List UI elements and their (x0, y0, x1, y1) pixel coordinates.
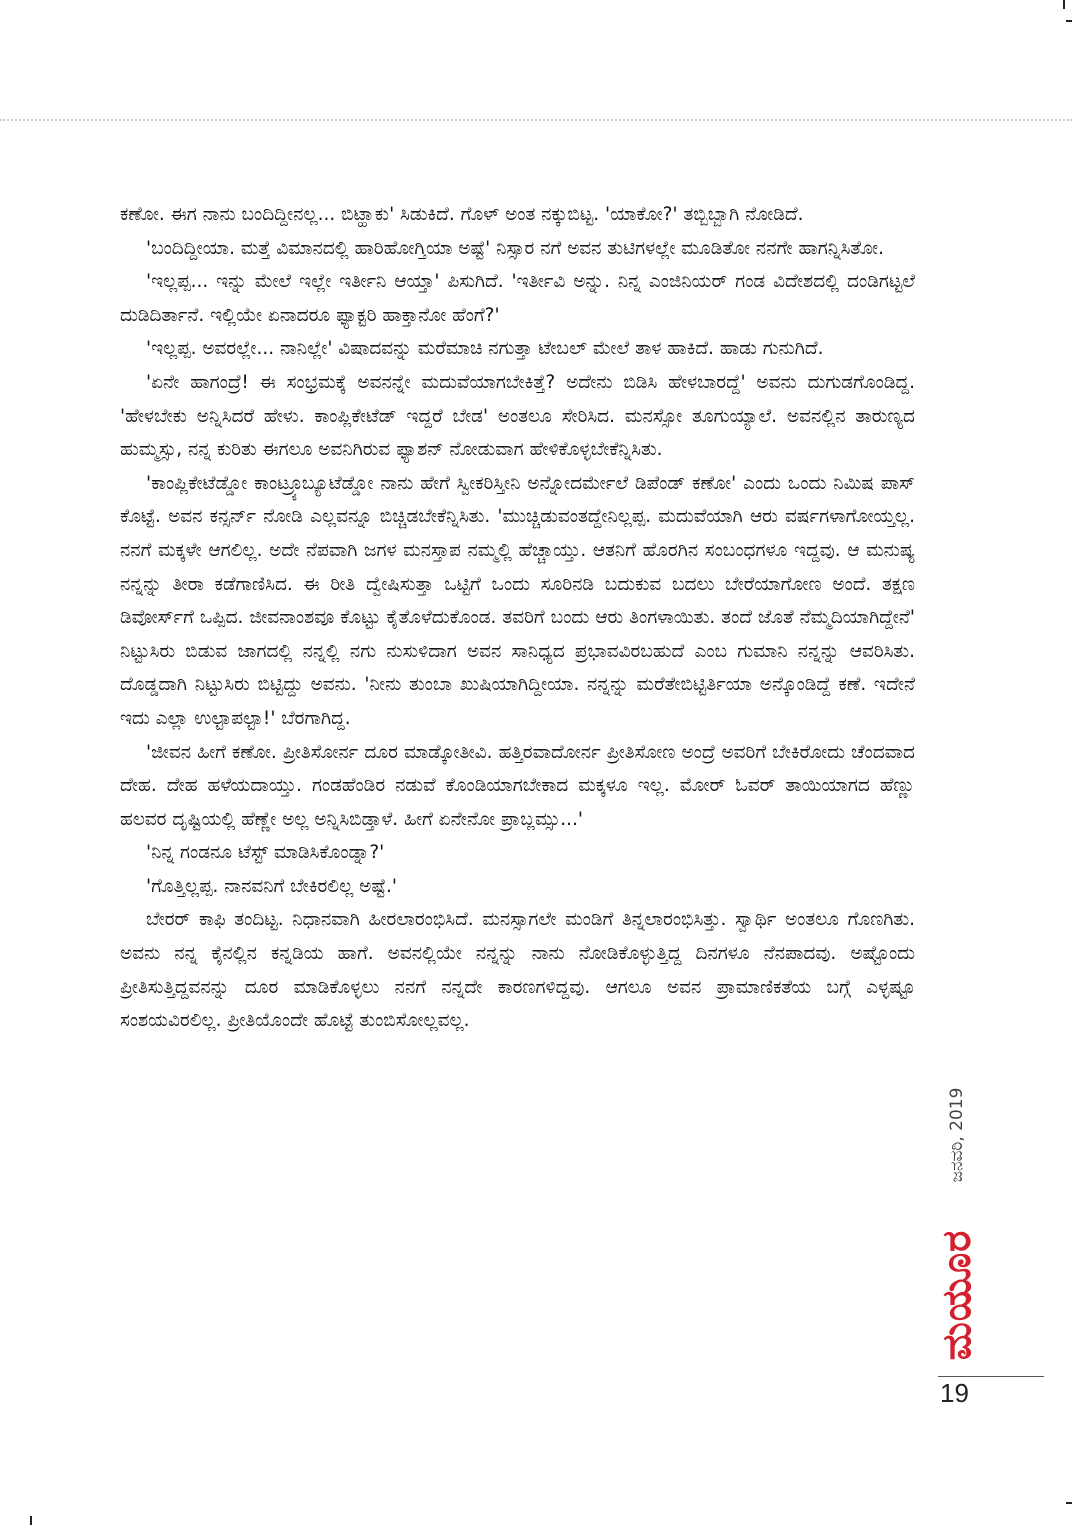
paragraph: 'ಏನೇ ಹಾಗಂದ್ರೆ! ಈ ಸಂಭ್ರಮಕ್ಕೆ ಅವನನ್ನೇ ಮದುವೆಯಾಗಬೇಕಿತ್ತೆ? ಅದೇನು ಬಿಡಿಸಿ ಹೇಳಬಾರದ್ದೆ' ಅವನು ದುಗುಡಗೊಂಡಿದ್ದ. 'ಹೇಳಬೇಕು ಅನ್ನಿಸಿದರೆ ಹೇಳು. ಕಾಂಪ್ಲಿಕೇಟೆಡ್ ಇದ್ದರೆ ಬೇಡ' ಅಂತಲೂ ಸೇರಿಸಿದ. ಮನಸ್ಸೋ ತೂಗುಯ್ಯಾಲೆ. ಅವನಲ್ಲಿನ ತಾರುಣ್ಯದ ಹುಮ್ಮಸ್ಸು, ನನ್ನ ಕುರಿತು ಈಗಲೂ ಅವನಿಗಿರುವ ಫ್ಯಾಶನ್ ನೋಡುವಾಗ ಹೇಳಿಕೊಳ್ಳಬೇಕೆನ್ನಿಸಿತು. (120, 371, 915, 461)
header-dotted-rule (0, 119, 1072, 121)
paragraph: 'ಬಂದಿದ್ದೀಯಾ. ಮತ್ತೆ ವಿಮಾನದಲ್ಲಿ ಹಾರಿಹೋಗ್ತಿಯಾ ಅಷ್ಟೆ' ನಿಸ್ಸಾರ ನಗೆ ಅವನ ತುಟಿಗಳಲ್ಲೇ ಮೂಡಿತೋ ನನಗೇ ಹಾಗನ್ನಿಸಿತೋ. (146, 237, 884, 259)
paragraph: ಬೇರರ್ ಕಾಫಿ ತಂದಿಟ್ಟ. ನಿಧಾನವಾಗಿ ಹೀರಲಾರಂಭಿಸಿದೆ. ಮನಸ್ಸಾಗಲೇ ಮಂಡಿಗೆ ತಿನ್ನಲಾರಂಭಿಸಿತ್ತು. ಸ್ವಾರ್ಥಿ ಅಂತಲೂ ಗೊಣಗಿತು. ಅವನು ನನ್ನ ಕೈನಲ್ಲಿನ ಕನ್ನಡಿಯ ಹಾಗೆ. ಅವನಲ್ಲಿಯೇ ನನ್ನನ್ನು ನಾನು ನೋಡಿಕೊಳ್ಳುತ್ತಿದ್ದ ದಿನಗಳೂ ನೆನಪಾದವು. ಅಷ್ಟೊಂದು ಪ್ರೀತಿಸುತ್ತಿದ್ದವನನ್ನು ದೂರ ಮಾಡಿಕೊಳ್ಳಲು ನನಗೆ ನನ್ನದೇ ಕಾರಣಗಳಿದ್ದವು. ಆಗಲೂ ಅವನ ಪ್ರಾಮಾಣಿಕತೆಯ ಬಗ್ಗೆ ಎಳ್ಳಷ್ಟೂ ಸಂಶಯವಿರಲಿಲ್ಲ. ಪ್ರೀತಿಯೊಂದೇ ಹೊಟ್ಟೆ ತುಂಬಿಸೋಲ್ಲವಲ್ಲ. (120, 909, 915, 1032)
paragraph: 'ಜೀವನ ಹೀಗೆ ಕಣೋ. ಪ್ರೀತಿಸೋರ್ನ ದೂರ ಮಾಡ್ಕೋತೀವಿ. ಹತ್ತಿರವಾದೋರ್ನ ಪ್ರೀತಿಸೋಣ ಅಂದ್ರೆ ಅವರಿಗೆ ಬೇಕಿರೋದು ಚೆಂದವಾದ ದೇಹ. ದೇಹ ಹಳೆಯದಾಯ್ತು. ಗಂಡಹೆಂಡಿರ ನಡುವೆ ಕೊಂಡಿಯಾಗಬೇಕಾದ ಮಕ್ಕಳೂ ಇಲ್ಲ. ಮೋರ್ ಓವರ್ ತಾಯಿಯಾಗದ ಹೆಣ್ಣು ಹಲವರ ದೃಷ್ಟಿಯಲ್ಲಿ ಹೆಣ್ಣೇ ಅಲ್ಲ ಅನ್ನಿಸಿಬಿಡ್ತಾಳೆ. ಹೀಗೆ ಏನೇನೋ ಪ್ರಾಬ್ಲಮ್ಸು...' (120, 741, 915, 830)
crop-mark-bottom-left (30, 1516, 32, 1525)
crop-mark-top (1063, 0, 1065, 9)
paragraph: 'ಗೊತ್ತಿಲ್ಲಪ್ಪ. ನಾನವನಿಗೆ ಬೇಕಿರಲಿಲ್ಲ ಅಷ್ಟೆ.' (146, 875, 397, 897)
article-body (120, 198, 915, 1038)
paragraph: 'ಇಲ್ಲಪ್ಪ. ಅವರಲ್ಲೇ... ನಾನಿಲ್ಲೇ' ವಿಷಾದವನ್ನು ಮರೆಮಾಚಿ ನಗುತ್ತಾ ಟೇಬಲ್ ಮೇಲೆ ತಾಳ ಹಾಕಿದೆ. ಹಾಡು ಗುನುಗಿದೆ. (146, 338, 824, 360)
crop-mark-bottom-right (1066, 1502, 1072, 1504)
issue-date: ಜನವರಿ, 2019 (947, 1087, 967, 1183)
crop-mark-top-right (1066, 20, 1072, 22)
page-number-rule (938, 1376, 1044, 1377)
paragraph: 'ನಿನ್ನ ಗಂಡನೂ ಟೆಸ್ಟ್ ಮಾಡಿಸಿಕೊಂಡ್ನಾ?' (146, 842, 385, 864)
page-number: 19 (940, 1378, 969, 1408)
paragraph: ಕಣೋ. ಈಗ ನಾನು ಬಂದಿದ್ದೀನಲ್ಲ... ಬಿಟ್ಹಾಕು' ಸಿಡುಕಿದೆ. ಗೊಳ್ ಅಂತ ನಕ್ಕುಬಿಟ್ಟ. 'ಯಾಕೋ?' ತಬ್ಬಿಬ್ಬಾಗಿ ನೋಡಿದೆ. (120, 204, 804, 225)
paragraph: 'ಇಲ್ಲಪ್ಪ... ಇನ್ನು ಮೇಲೆ ಇಲ್ಲೇ ಇರ್ತೀನಿ ಆಯ್ತಾ' ಪಿಸುಗಿದೆ. 'ಇರ್ತೀವಿ ಅನ್ನು. ನಿನ್ನ ಎಂಜಿನಿಯರ್ ಗಂಡ ವಿದೇಶದಲ್ಲಿ ದಂಡಿಗಟ್ಟಲೆ ದುಡಿದಿರ್ತಾನೆ. ಇಲ್ಲಿಯೇ ಏನಾದರೂ ಫ್ಯಾಕ್ಟರಿ ಹಾಕ್ತಾನೋ ಹೆಂಗೆ?' (120, 271, 915, 326)
paragraph: 'ಕಾಂಪ್ಲಿಕೇಟೆಡ್ಡೋ ಕಾಂಟ್ರ್ಯೂಬ್ಯೂಟೆಡ್ಡೋ ನಾನು ಹೇಗೆ ಸ್ವೀಕರಿಸ್ತೀನಿ ಅನ್ನೋದರ್ಮೇಲೆ ಡಿಪೆಂಡ್ ಕಣೋ' ಎಂದು ಒಂದು ನಿಮಿಷ ಪಾಸ್ ಕೊಟ್ಟೆ. ಅವನ ಕನ್ಸರ್ನ್ ನೋಡಿ ಎಲ್ಲವನ್ನೂ ಬಿಚ್ಚಿಡಬೇಕೆನ್ನಿಸಿತು. 'ಮುಚ್ಚಿಡುವಂತದ್ದೇನಿಲ್ಲಪ್ಪ. ಮದುವೆಯಾಗಿ ಆರು ವರ್ಷಗಳಾಗೋಯ್ತಲ್ಲ. ನನಗೆ ಮಕ್ಕಳೇ ಆಗಲಿಲ್ಲ. ಅದೇ ನೆಪವಾಗಿ ಜಗಳ ಮನಸ್ತಾಪ ನಮ್ಮಲ್ಲಿ ಹೆಚ್ಚಾಯ್ತು. ಆತನಿಗೆ ಹೊರಗಿನ ಸಂಬಂಧಗಳೂ ಇದ್ದವು. ಆ ಮನುಷ್ಯ ನನ್ನನ್ನು ತೀರಾ ಕಡೆಗಾಣಿಸಿದ. ಈ ರೀತಿ ದ್ವೇಷಿಸುತ್ತಾ ಒಟ್ಟಿಗೆ ಒಂದು ಸೂರಿನಡಿ ಬದುಕುವ ಬದಲು ಬೇರೆಯಾಗೋಣ ಅಂದೆ. ತಕ್ಷಣ ಡಿವೋರ್ಸ್‌ಗೆ ಒಪ್ಪಿದ. ಜೀವನಾಂಶವೂ ಕೊಟ್ಟು ಕೈತೊಳೆದುಕೊಂಡ. ತವರಿಗೆ ಬಂದು ಆರು ತಿಂಗಳಾಯಿತು. ತಂದೆ ಜೊತೆ ನೆಮ್ಮದಿಯಾಗಿದ್ದೇನೆ' ನಿಟ್ಟುಸಿರು ಬಿಡುವ ಜಾಗದಲ್ಲಿ ನನ್ನಲ್ಲಿ ನಗು ನುಸುಳಿದಾಗ ಅವನ ಸಾನಿಧ್ಯದ ಪ್ರಭಾವವಿರಬಹುದೆ ಎಂಬ ಗುಮಾನಿ ನನ್ನನ್ನು ಆವರಿಸಿತು. ದೊಡ್ಡದಾಗಿ ನಿಟ್ಟುಸಿರು ಬಿಟ್ಟಿದ್ದು ಅವನು. 'ನೀನು ತುಂಬಾ ಖುಷಿಯಾಗಿದ್ದೀಯಾ. ನನ್ನನ್ನು ಮರೆತೇಬಿಟ್ಟಿರ್ತಿಯಾ ಅನ್ಕೊಂಡಿದ್ದೆ ಕಣೆ. ಇದೇನೆ ಇದು ಎಲ್ಲಾ ಉಲ್ಟಾಪಲ್ಟಾ!' ಬೆರಗಾಗಿದ್ದ. (120, 472, 915, 729)
magazine-logo: ಮಯೂರ (934, 1229, 980, 1361)
